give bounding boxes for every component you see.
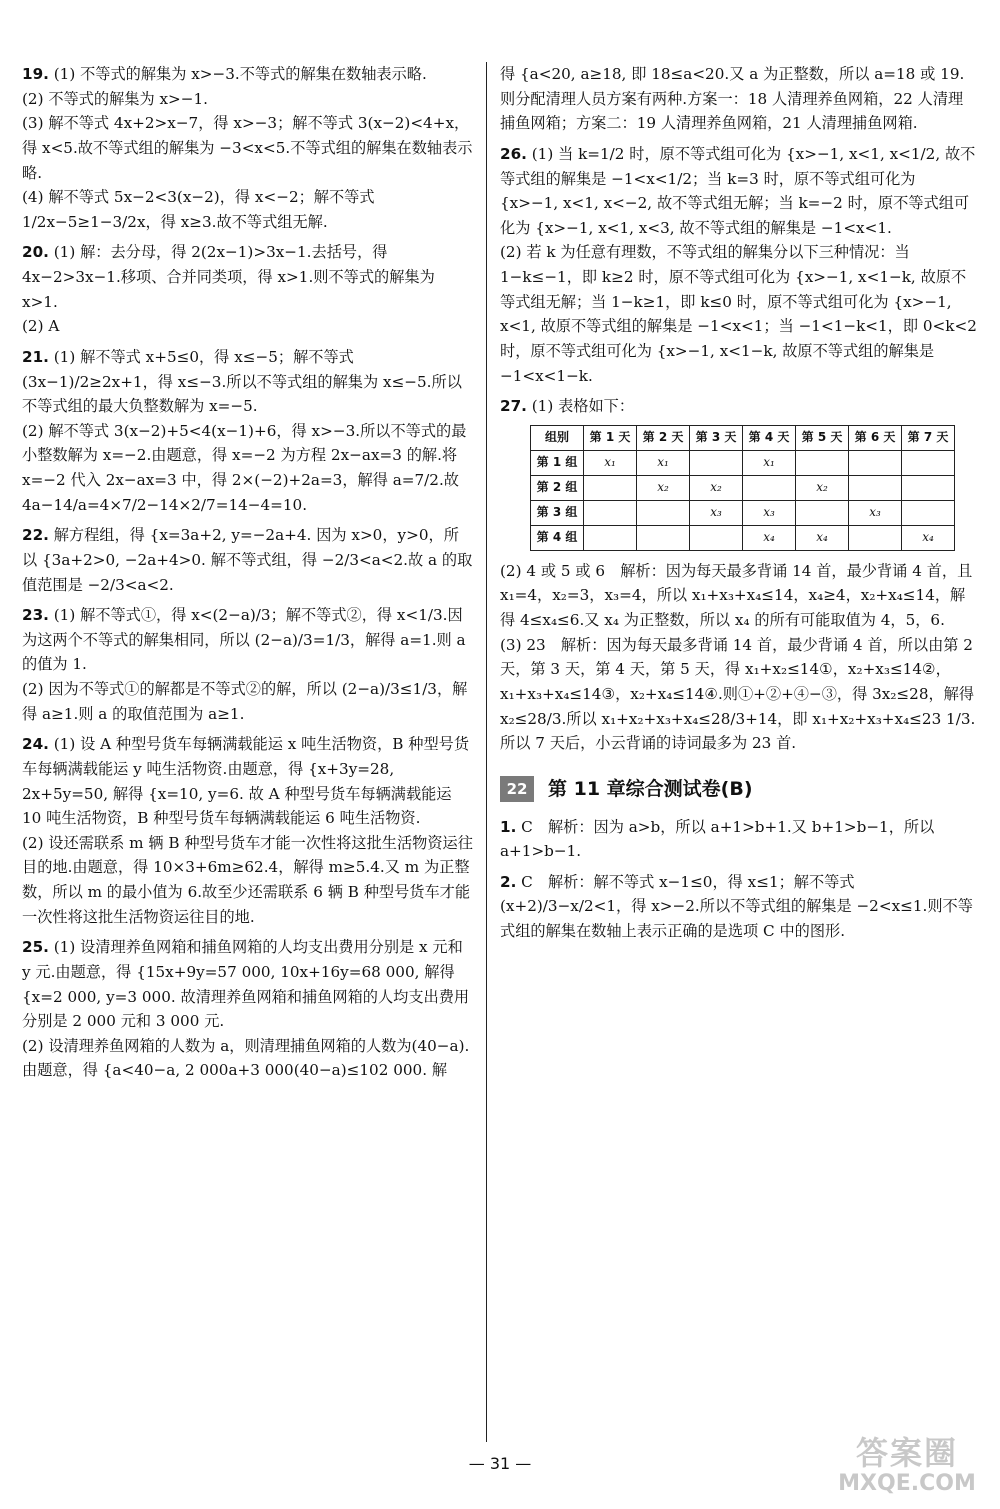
table-cell: x₄	[743, 525, 796, 550]
table-row	[531, 475, 955, 500]
answer-item	[500, 62, 978, 136]
table-header-cell: 第 3 天	[690, 425, 743, 450]
column-divider	[486, 62, 487, 1442]
table-cell	[584, 475, 637, 500]
answer-item	[500, 142, 978, 388]
table-cell	[637, 500, 690, 525]
table-cell	[902, 450, 955, 475]
watermark-en: MXQE.COM	[838, 1471, 976, 1496]
table-cell: x₂	[690, 475, 743, 500]
answer-number: 19.	[22, 65, 49, 83]
table-cell	[902, 475, 955, 500]
answer-item	[22, 603, 474, 726]
table-row	[531, 525, 955, 550]
table-cell	[796, 450, 849, 475]
table-cell: x₁	[584, 450, 637, 475]
answer-text: C 解析：解不等式 x−1≤0，得 x≤1；解不等式 (x+2)/3−x/2<1，得 x>−2.所以不等式组的解集是 −2<x≤1.则不等式组的解集在数轴上表示正确的是选项 C 中的图形.	[500, 872, 973, 941]
table-header-cell: 第 4 天	[743, 425, 796, 450]
table-cell: x₁	[637, 450, 690, 475]
table-header-row	[531, 425, 955, 450]
answer-text: (1) 当 k=1/2 时，原不等式组可化为 {x>−1, x<1, x<1/2, 故不等式组的解集是 −1<x<1/2；当 k=3 时，原不等式组可化为 {x>−1, x<1, x<−2, 故不等式组无解；当 k=−2 时，原不等式组可化为 {x>−1, x<1, x<3, 故不等式组的解集是 −1<x<1. (2) 若 k 为任意有理数，不等式组的解集分以下三种情况：当 1−k≤−1，即 k≥2 时，原不等式组可化为 {x>−1, x<1−k, 故原不等式组无解；当 1−k≥1，即 k≤0 时，原不等式组可化为 {x>−1, x<1, 故原不等式组的解集是 −1<x<1；当 −1<1−k<1，即 0<k<2 时，原不等式组可化为 {x>−1, x<1−k, 故原不等式组的解集是 −1<x<1−k.	[500, 144, 977, 385]
table-cell: x₂	[637, 475, 690, 500]
answer-number: 21.	[22, 347, 49, 366]
section-header	[500, 774, 978, 805]
right-column	[500, 62, 978, 950]
table-cell: x₄	[902, 525, 955, 550]
table-cell	[849, 475, 902, 500]
table-cell: 第 3 组	[531, 500, 584, 525]
right-answers-end	[500, 815, 978, 944]
answer-text: (1) 不等式的解集为 x>−3.不等式的解集在数轴表示略. (2) 不等式的解集为 x>−1. (3) 解不等式 4x+2>x−7，得 x>−3；解不等式 3(x−2)<4+x，得 x<5.故不等式组的解集为 −3<x<5.不等式组的解集在数轴表示略. (4) 解不等式 5x−2<3(x−2)，得 x<−2；解不等式 1/2x−5≥1−3/2x，得 x≥3.故不等式组无解.	[22, 65, 473, 231]
answer-number: 25.	[22, 938, 49, 957]
answer-item	[500, 394, 978, 419]
answer-item	[22, 62, 474, 234]
table-cell: x₃	[743, 500, 796, 525]
page-number: — 31 —	[468, 1454, 532, 1473]
answer-text: (2) 4 或 5 或 6 解析：因为每天最多背诵 14 首，最少背诵 4 首，且 x₁=4，x₂=3，x₃=4，所以 x₁+x₃+x₄≤14，x₄≥4，x₂+x₄≤14，解得 4≤x₄≤6.又 x₄ 为正整数，所以 x₄ 的所有可能取值为 4，5，6. (3) 23 解析：因为每天最多背诵 14 首，最少背诵 4 首，所以由第 2 天，第 3 天，第 4 天，第 5 天，得 x₁+x₂≤14①，x₂+x₃≤14②，x₁+x₃+x₄≤14③，x₂+x₄≤14④.则①+②+④−③，得 3x₂≤28，解得 x₂≤28/3.所以 x₁+x₂+x₃+x₄≤28/3+14，即 x₁+x₂+x₃+x₄≤23 1/3.所以 7 天后，小云背诵的诗词最多为 23 首.	[500, 561, 976, 753]
table-header-cell: 第 5 天	[796, 425, 849, 450]
section-title: 第 11 章综合测试卷(B)	[548, 777, 753, 800]
table-cell	[637, 525, 690, 550]
answer-item	[22, 935, 474, 1083]
answer-number: 26.	[500, 144, 527, 163]
answer-item	[22, 240, 474, 339]
table-cell	[849, 525, 902, 550]
watermark-logo	[832, 1435, 982, 1501]
answer-item	[22, 345, 474, 517]
table-cell: 第 2 组	[531, 475, 584, 500]
right-answers-after-table	[500, 559, 978, 756]
answer-number: 20.	[22, 243, 49, 262]
answer-text: C 解析：因为 a>b，所以 a+1>b+1.又 b+1>b−1，所以 a+1>b−1.	[500, 817, 940, 861]
answer-text: (1) 解不等式①，得 x<(2−a)/3；解不等式②，得 x<1/3.因为这两个不等式的解集相同，所以 (2−a)/3=1/3，解得 a=1.则 a 的值为 1. (2) 因为不等式①的解都是不等式②的解，所以 (2−a)/3≤1/3，解得 a≥1.则 a 的取值范围为 a≥1.	[22, 606, 468, 723]
answer-item	[22, 523, 474, 597]
answer-text: (1) 表格如下：	[531, 397, 635, 416]
table-cell	[584, 500, 637, 525]
table-cell: x₃	[690, 500, 743, 525]
table-header-cell: 第 2 天	[637, 425, 690, 450]
table-header-cell: 第 6 天	[849, 425, 902, 450]
table-cell: x₃	[849, 500, 902, 525]
answer-item	[500, 559, 978, 756]
watermark-cn: 答案圈	[855, 1434, 958, 1472]
answer-text: (1) 解：去分母，得 2(2x−1)>3x−1.去括号，得 4x−2>3x−1.移项、合并同类项，得 x>1.则不等式的解集为 x>1. (2) A	[22, 243, 435, 336]
table-row	[531, 450, 955, 475]
table-cell: 第 4 组	[531, 525, 584, 550]
table-header-cell: 第 1 天	[584, 425, 637, 450]
answer-number: 22.	[22, 526, 49, 545]
table-row	[531, 500, 955, 525]
answer-text: (1) 设 A 种型号货车每辆满载能运 x 吨生活物资，B 种型号货车每辆满载能运 y 吨生活物资.由题意，得 {x+3y=28, 2x+5y=50, 解得 {x=10, y=6. 故 A 种型号货车每辆满载能运 10 吨生活物资，B 种型号货车每辆满载能运 6 吨生活物资. (2) 设还需联系 m 辆 B 种型号货车才能一次性将这批生活物资运往目的地.由题意，得 10×3+6m≥62.4，解得 m≥5.4.又 m 为正整数，所以 m 的最小值为 6.故至少还需联系 6 辆 B 种型号货车才能一次性将这批生活物资运往目的地.	[22, 735, 473, 926]
section-badge: 22	[500, 776, 534, 802]
left-column	[22, 62, 474, 1089]
answer-number: 27.	[500, 397, 527, 416]
answer-item	[500, 870, 978, 944]
answer-number: 1.	[500, 817, 517, 836]
table-cell: x₁	[743, 450, 796, 475]
table-header-cell: 第 7 天	[902, 425, 955, 450]
answer-text: 得 {a<20, a≥18, 即 18≤a<20.又 a 为正整数，所以 a=18 或 19.则分配清理人员方案有两种.方案一：18 人清理养鱼网箱，22 人清理捕鱼网箱；方案二：19 人清理养鱼网箱，21 人清理捕鱼网箱.	[500, 65, 965, 133]
answer-text: (1) 解不等式 x+5≤0，得 x≤−5；解不等式 (3x−1)/2≥2x+1，得 x≤−3.所以不等式组的解集为 x≤−5.所以不等式组的最大负整数解为 x=−5. (2) 解不等式 3(x−2)+5<4(x−1)+6，得 x>−3.所以不等式的最小整数解为 x=−2.由题意，得 x=−2 为方程 2x−ax=3 的解.将 x=−2 代入 2x−ax=3 中，得 2×(−2)+2a=3，解得 a=7/2.故 4a−14/a=4×7/2−14×2/7=14−4=10.	[22, 347, 467, 514]
table-cell	[690, 525, 743, 550]
table-cell	[902, 500, 955, 525]
table-cell	[743, 475, 796, 500]
answer-text: 解方程组，得 {x=3a+2, y=−2a+4. 因为 x>0，y>0，所以 {3a+2>0, −2a+4>0. 解不等式组，得 −2/3<a<2.故 a 的取值范围是 −2/3<a<2.	[22, 526, 473, 594]
table-cell	[690, 450, 743, 475]
answer-number: 2.	[500, 872, 517, 891]
schedule-table	[530, 425, 955, 551]
table-header-cell: 组别	[531, 425, 584, 450]
answer-text: (1) 设清理养鱼网箱和捕鱼网箱的人均支出费用分别是 x 元和 y 元.由题意，得 {15x+9y=57 000, 10x+16y=68 000, 解得 {x=2 000, y=3 000. 故清理养鱼网箱和捕鱼网箱的人均支出费用分别是 2 000 元和 3 000 元. (2) 设清理养鱼网箱的人数为 a，则清理捕鱼网箱的人数为(40−a).由题意，得 {a<40−a, 2 000a+3 000(40−a)≤102 000. 解	[22, 938, 470, 1080]
answer-item	[22, 732, 474, 929]
table-cell: x₂	[796, 475, 849, 500]
table-cell: 第 1 组	[531, 450, 584, 475]
answer-number: 23.	[22, 606, 49, 625]
table-cell	[796, 500, 849, 525]
table-cell: x₄	[796, 525, 849, 550]
right-answers-top	[500, 62, 978, 419]
answer-number: 24.	[22, 735, 49, 754]
table-cell	[584, 525, 637, 550]
answer-item	[500, 815, 978, 864]
table-cell	[849, 450, 902, 475]
